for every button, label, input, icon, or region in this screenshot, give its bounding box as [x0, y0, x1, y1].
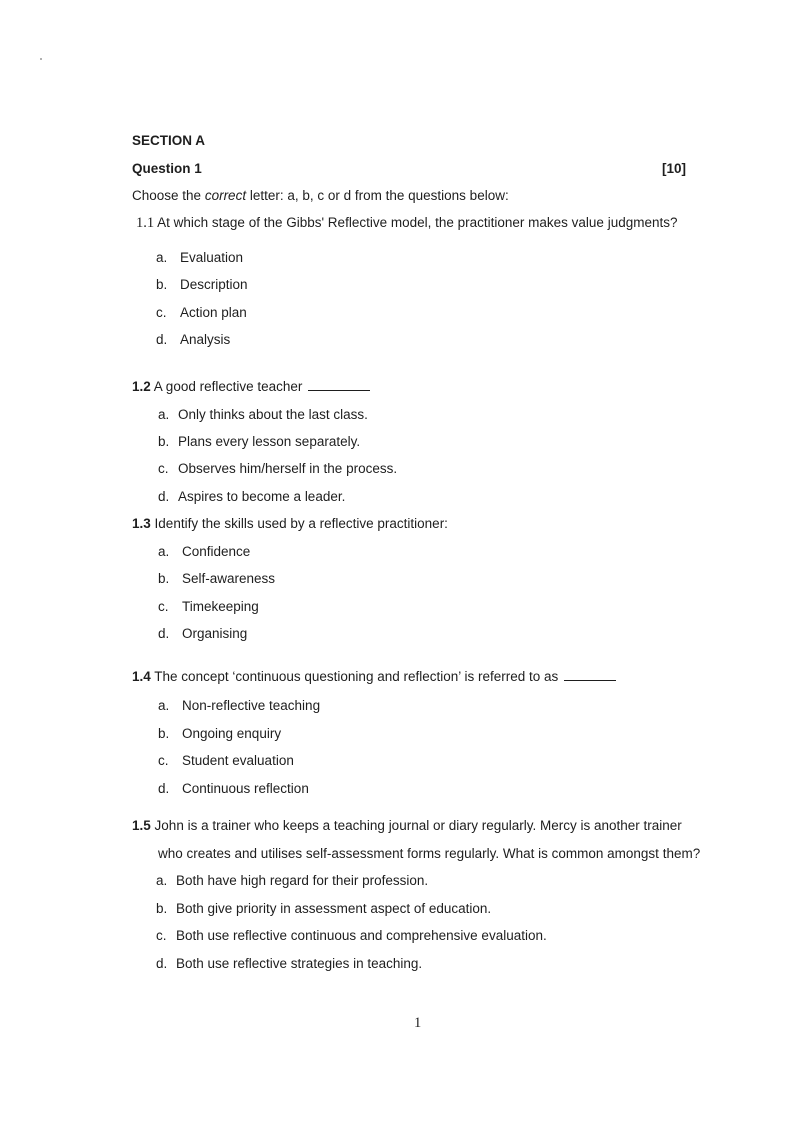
option-text: Self-awareness [182, 571, 276, 586]
option-1-5-c [156, 927, 547, 945]
option-text: Plans every lesson separately. [178, 434, 361, 449]
question-1-5-line2: who creates and utilises self-assessment forms regularly. What is common amongst them? [158, 846, 701, 861]
question-1-1 [136, 214, 677, 232]
option-1-1-a [156, 249, 243, 267]
option-letter: a. [156, 873, 168, 888]
option-letter: a. [158, 698, 170, 713]
option-letter: b. [158, 571, 170, 586]
question-1-3 [132, 515, 448, 533]
instruction [132, 187, 509, 205]
option-text: Both use reflective continuous and comprehensive evaluation. [176, 928, 547, 943]
option-letter: a. [158, 407, 170, 422]
option-letter: a. [156, 250, 168, 265]
option-1-4-b [158, 725, 281, 743]
option-text: Confidence [182, 544, 251, 559]
question-1-4 [132, 668, 616, 686]
question-title: Question 1 [132, 161, 202, 176]
option-text: Evaluation [180, 250, 244, 265]
option-letter: b. [156, 901, 168, 916]
option-text: Both have high regard for their profession. [176, 873, 429, 888]
option-text: Analysis [180, 332, 231, 347]
option-letter: b. [156, 277, 168, 292]
option-1-3-d [158, 625, 247, 643]
option-letter: a. [158, 544, 170, 559]
question-text: At which stage of the Gibbs' Reflective model, the practitioner makes value judgments? [157, 215, 678, 230]
option-letter: c. [158, 599, 169, 614]
option-text: Organising [182, 626, 248, 641]
option-letter: d. [156, 332, 168, 347]
option-text: Both use reflective strategies in teaching. [176, 956, 423, 971]
option-1-4-d [158, 780, 309, 798]
option-text: Timekeeping [182, 599, 259, 614]
page-number: 1 [414, 1015, 422, 1031]
option-letter: b. [158, 434, 170, 449]
instruction-emphasis: correct [204, 188, 247, 203]
option-1-2-c [158, 460, 397, 478]
option-1-1-d [156, 331, 230, 349]
option-text: Description [180, 277, 248, 292]
option-1-2-a [158, 406, 368, 424]
question-text: Identify the skills used by a reflective practitioner: [154, 516, 448, 531]
option-text: Observes him/herself in the process. [178, 461, 398, 476]
question-1-2 [132, 378, 370, 396]
option-letter: d. [158, 626, 170, 641]
option-1-4-c [158, 752, 294, 770]
option-letter: b. [158, 726, 170, 741]
option-text: Ongoing enquiry [182, 726, 282, 741]
option-text: Student evaluation [182, 753, 294, 768]
question-number: 1.5 [132, 818, 151, 833]
question-number: 1.1 [136, 215, 155, 231]
option-1-1-b [156, 276, 248, 294]
option-1-2-b [158, 433, 360, 451]
scan-speck [40, 58, 42, 60]
option-1-5-a [156, 872, 428, 890]
option-text: Aspires to become a leader. [178, 489, 346, 504]
option-text: Action plan [180, 305, 247, 320]
option-1-3-b [158, 570, 275, 588]
option-letter: c. [158, 753, 169, 768]
option-text: Non-reflective teaching [182, 698, 321, 713]
option-letter: d. [158, 489, 170, 504]
option-1-3-a [158, 543, 250, 561]
option-letter: c. [156, 305, 167, 320]
option-1-4-a [158, 697, 320, 715]
question-number: 1.3 [132, 516, 151, 531]
option-1-5-d [156, 955, 422, 973]
question-text: A good reflective teacher [153, 379, 303, 394]
option-text: Only thinks about the last class. [178, 407, 368, 422]
option-letter: d. [156, 956, 168, 971]
option-1-5-b [156, 900, 491, 918]
option-1-2-d [158, 488, 345, 506]
instruction-before: Choose the [132, 188, 205, 203]
question-number: 1.2 [132, 379, 151, 394]
answer-blank [564, 668, 616, 681]
option-1-1-c [156, 304, 247, 322]
option-text: Both give priority in assessment aspect of education. [176, 901, 492, 916]
option-letter: d. [158, 781, 170, 796]
option-letter: c. [158, 461, 169, 476]
question-1-5 [132, 817, 682, 835]
option-text: Continuous reflection [182, 781, 309, 796]
question-number: 1.4 [132, 669, 151, 684]
section-title: SECTION A [132, 133, 206, 148]
option-1-3-c [158, 598, 259, 616]
question-text-line1: John is a trainer who keeps a teaching journal or diary regularly. Mercy is another trainer [154, 818, 682, 833]
marks-label: [10] [662, 161, 687, 176]
instruction-after: letter: a, b, c or d from the questions below: [246, 188, 509, 203]
option-letter: c. [156, 928, 167, 943]
question-text: The concept ‘continuous questioning and reflection’ is referred to as [154, 669, 559, 684]
answer-blank [308, 378, 370, 391]
